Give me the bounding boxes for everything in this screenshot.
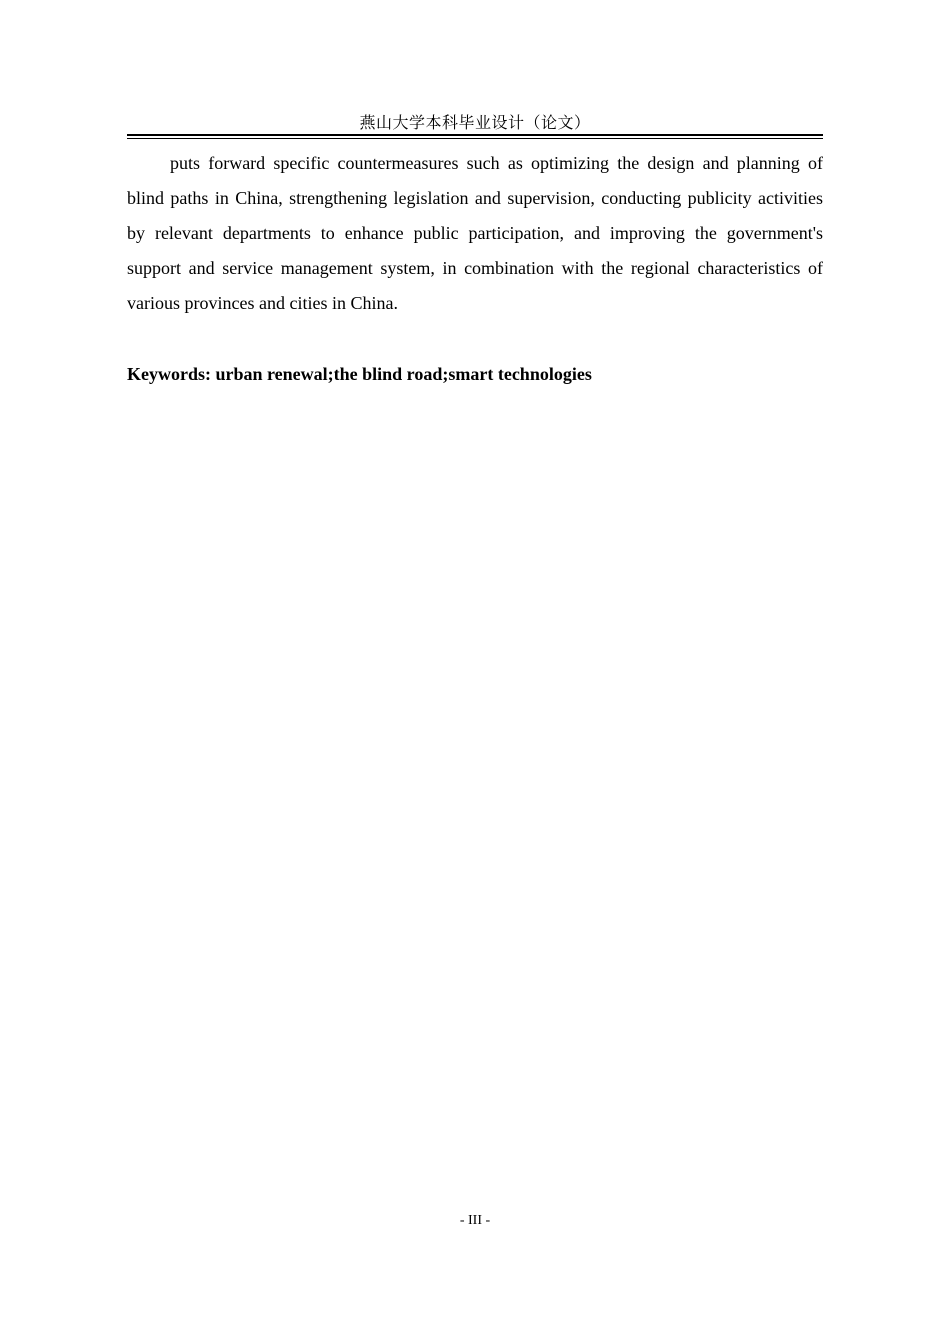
abstract-paragraph: puts forward specific countermeasures such as optimizing the design and planning of blind paths in China, strengthening legislation and supervision, conducting publicity activities by relevant departments to enhance public participation, and improving the government's support and service management system, in combination with the regional characteristics of various provinces and cities in China. bbox=[127, 153, 823, 313]
page-number: - III - bbox=[459, 1213, 491, 1228]
keywords-line: Keywords: urban renewal;the blind road;smart technologies bbox=[127, 364, 592, 384]
header-divider bbox=[127, 134, 823, 139]
page-header: 燕山大学本科毕业设计（论文） bbox=[359, 113, 591, 132]
